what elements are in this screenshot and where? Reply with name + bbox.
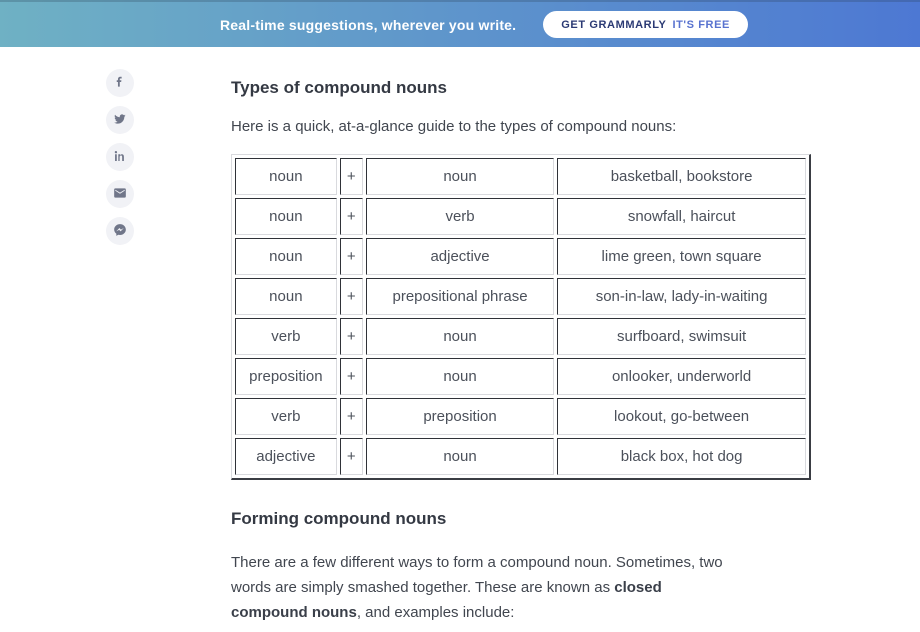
messenger-icon — [113, 223, 127, 240]
banner-message: Real-time suggestions, wherever you write. — [220, 16, 517, 33]
article-content — [231, 70, 813, 625]
cell-examples: onlooker, underworld — [557, 358, 806, 395]
promo-banner — [0, 0, 920, 47]
cell-part1: noun — [235, 158, 337, 195]
facebook-share-button[interactable] — [106, 69, 134, 97]
linkedin-icon — [113, 149, 127, 166]
section-title-forming: Forming compound nouns — [231, 509, 447, 528]
types-intro-text: Here is a quick, at-a-glance guide to the types of compound nouns: — [231, 118, 677, 135]
cell-part1: noun — [235, 278, 337, 315]
table-row — [235, 278, 806, 315]
cell-part2: verb — [366, 198, 554, 235]
forming-text-before: There are a few different ways to form a compound noun. Sometimes, two words are simply smashed together. These are known as — [231, 554, 723, 596]
twitter-icon — [113, 112, 127, 129]
cell-examples: snowfall, haircut — [557, 198, 806, 235]
compound-table-body — [235, 158, 806, 475]
cell-operator: + — [340, 238, 363, 275]
table-row — [235, 198, 806, 235]
cell-part1: adjective — [235, 438, 337, 475]
table-row — [235, 358, 806, 395]
cell-examples: black box, hot dog — [557, 438, 806, 475]
cell-part1: verb — [235, 318, 337, 355]
cell-part2: noun — [366, 318, 554, 355]
cta-primary-label: GET GRAMMARLY — [561, 18, 667, 31]
cell-examples: son-in-law, lady-in-waiting — [557, 278, 806, 315]
forming-paragraph — [231, 550, 723, 625]
table-row — [235, 318, 806, 355]
get-grammarly-button[interactable] — [543, 11, 748, 38]
cell-part2: noun — [366, 358, 554, 395]
cell-examples: basketball, bookstore — [557, 158, 806, 195]
cell-operator: + — [340, 358, 363, 395]
cell-part2: adjective — [366, 238, 554, 275]
cell-operator: + — [340, 438, 363, 475]
cell-part2: preposition — [366, 398, 554, 435]
section-title-types: Types of compound nouns — [231, 78, 447, 97]
cell-part2: noun — [366, 438, 554, 475]
cell-part2: noun — [366, 158, 554, 195]
table-row — [235, 158, 806, 195]
cell-operator: + — [340, 198, 363, 235]
compound-nouns-table — [231, 154, 811, 480]
cell-part1: preposition — [235, 358, 337, 395]
cell-operator: + — [340, 318, 363, 355]
cell-part1: noun — [235, 198, 337, 235]
twitter-share-button[interactable] — [106, 106, 134, 134]
email-icon — [113, 186, 127, 203]
cta-secondary-label: IT'S FREE — [672, 18, 730, 31]
messenger-share-button[interactable] — [106, 217, 134, 245]
cell-part1: verb — [235, 398, 337, 435]
cell-operator: + — [340, 398, 363, 435]
forming-text-after: , and examples include: — [356, 604, 515, 621]
cell-examples: lookout, go-between — [557, 398, 806, 435]
cell-examples: lime green, town square — [557, 238, 806, 275]
cell-part2: prepositional phrase — [366, 278, 554, 315]
cell-operator: + — [340, 158, 363, 195]
cell-operator: + — [340, 278, 363, 315]
share-rail — [106, 69, 134, 245]
table-row — [235, 438, 806, 475]
cell-examples: surfboard, swimsuit — [557, 318, 806, 355]
table-row — [235, 238, 806, 275]
table-row — [235, 398, 806, 435]
cell-part1: noun — [235, 238, 337, 275]
linkedin-share-button[interactable] — [106, 143, 134, 171]
forming-text-bold: closed compound nouns — [231, 579, 662, 621]
facebook-icon — [113, 75, 127, 92]
email-share-button[interactable] — [106, 180, 134, 208]
